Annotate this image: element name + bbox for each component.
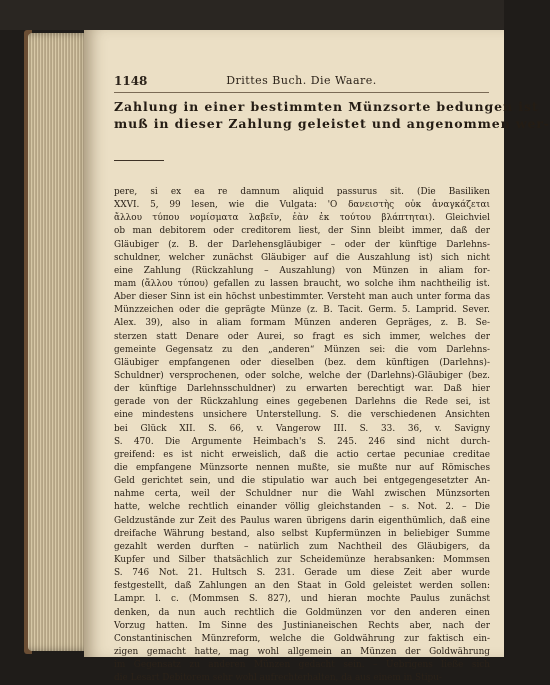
text-line: Gläubiger (z. B. der Darlehensgläubiger – oder der künftige Darlehns- bbox=[114, 239, 490, 250]
page-number: 1148 bbox=[114, 74, 148, 88]
text-line: Geldzustände zur Zeit des Paulus waren übrigens darin eigenthümlich, daß eine bbox=[114, 515, 490, 526]
text-line: im Gegensatz zu anderen Münzen gedacht sein. – Uebrigens ließe sich bbox=[114, 660, 490, 671]
text-line: Constantinischen Münzreform, welche die Goldwährung zur faktisch ein- bbox=[114, 633, 490, 644]
text-line: dreifache Währung bestand, also selbst Kupfermünzen in beliebiger Summe bbox=[114, 528, 490, 539]
footnote-body bbox=[114, 186, 490, 685]
book-page bbox=[84, 30, 550, 684]
text-line: denken, da nun auch rechtlich die Goldmünzen vor den anderen einen bbox=[114, 607, 490, 618]
text-line: gezahlt werden durften – natürlich zum Nachtheil des Gläubigers, da bbox=[114, 541, 490, 552]
text-line: ἄλλου τύπου νομίσματα λαβεῖν, ἐὰν ἐκ τούτου βλάπτηται). Gleichviel bbox=[114, 213, 490, 224]
text-line: Aber dieser Sinn ist ein höchst unbestimmter. Versteht man auch unter forma das bbox=[114, 292, 490, 303]
running-head: Drittes Buch. Die Waare. bbox=[226, 74, 377, 87]
heading-text bbox=[114, 98, 550, 132]
text-line: Münzzeichen oder die geprägte Münze (z. B. Tacit. Germ. 5. Lamprid. Sever. bbox=[114, 305, 490, 316]
text-line: Alex. 39), also in aliam formam Münzen anderen Gepräges, z. B. Se- bbox=[114, 318, 490, 329]
text-line: sterzen statt Denare oder Aurei, so fragt es sich immer, welches der bbox=[114, 331, 490, 342]
text-line: gerade von der Rückzahlung eines gegebenen Darlehns die Rede sei, ist bbox=[114, 397, 490, 408]
background-top bbox=[0, 0, 504, 30]
text-line: hatte, welche rechtlich einander völlig gleichstanden – s. Not. 2. – Die bbox=[114, 502, 490, 513]
heading-line: muß in dieser Zahlung geleistet und angenommen wer- bbox=[114, 116, 550, 131]
text-line: Vorzug hatten. Im Sinne des Justinianeischen Rechts aber, nach der bbox=[114, 620, 490, 631]
text-line: Geld gerichtet sein, und die stipulatio war auch bei entgegengesetzter An- bbox=[114, 476, 490, 487]
text-line: gemeinte Gegensatz zu den „anderen“ Münzen sei: die vom Darlehns- bbox=[114, 344, 490, 355]
text-line: der künftige Darlehnsschuldner) zu erwarten berechtigt war. Daß hier bbox=[114, 384, 490, 395]
text-line: die empfangene Münzsorte nennen mußte, sie mußte nur auf Römisches bbox=[114, 462, 490, 473]
text-line: ob man debitorem oder creditorem liest, der Sinn bleibt immer, daß der bbox=[114, 226, 490, 237]
text-line: die Lesart Debitorem sehr wohl aufrechterhalten, da aus einem in Stipu- bbox=[114, 673, 442, 684]
text-line: eine mindestens unsichere Unterstellung. S. die verschiedenen Ansichten bbox=[114, 410, 490, 421]
section-separator bbox=[114, 160, 164, 161]
heading-line: Zahlung in einer bestimmten Münzsorte bedungen ist bbox=[114, 99, 539, 114]
page-header bbox=[114, 74, 489, 90]
text-line: nahme certa, weil der Schuldner nur die Wahl zwischen Münzsorten bbox=[114, 489, 490, 500]
text-line: bei Glück XII. S. 66, v. Vangerow III. S. 33. 36, v. Savigny bbox=[114, 423, 490, 434]
text-line: greifend: es ist nicht erweislich, daß die actio certae pecuniae creditae bbox=[114, 449, 490, 460]
text-line: zigen gemacht hatte, mag wohl allgemein an Münzen der Goldwährung bbox=[114, 646, 490, 657]
text-line: XXVI. 5, 99 lesen, wie die Vulgata: 'Ο δανειστὴς οὐκ ἀναγκάζεται bbox=[114, 200, 490, 211]
text-line: S. 470. Die Argumente Heimbach's S. 245. 246 sind nicht durch- bbox=[114, 436, 490, 447]
page-edges bbox=[28, 33, 90, 651]
text-line: Gläubiger empfangenen oder dieselben (bez. dem künftigen (Darlehns)- bbox=[114, 357, 490, 368]
text-line: Lampr. l. c. (Mommsen S. 827), und hieran mochte Paulus zunächst bbox=[114, 594, 490, 605]
text-line: schuldner, welcher zunächst Gläubiger auf die Auszahlung ist) sich nicht bbox=[114, 252, 490, 263]
text-line: eine Zahlung (Rückzahlung – Auszahlung) von Münzen in aliam for- bbox=[114, 265, 490, 276]
header-rule bbox=[114, 92, 489, 93]
text-line: Schuldner) versprochenen, oder solche, welche der (Darlehns)-Gläubiger (bez. bbox=[114, 370, 490, 381]
text-line: Kupfer und Silber thatsächlich zur Scheidemünze herabsanken: Mommsen bbox=[114, 554, 490, 565]
text-line: mam (ἄλλου τύπου) gefallen zu lassen braucht, wo solche ihm nachtheilig ist. bbox=[114, 278, 490, 289]
text-line: pere, si ex ea re damnum aliquid passurus sit. (Die Basiliken bbox=[114, 187, 490, 197]
text-line: S. 746 Not. 21. Hultsch S. 231. Gerade um diese Zeit aber wurde bbox=[114, 568, 490, 579]
text-line: festgestellt, daß Zahlungen an den Staat in Gold geleistet werden sollen: bbox=[114, 581, 490, 592]
